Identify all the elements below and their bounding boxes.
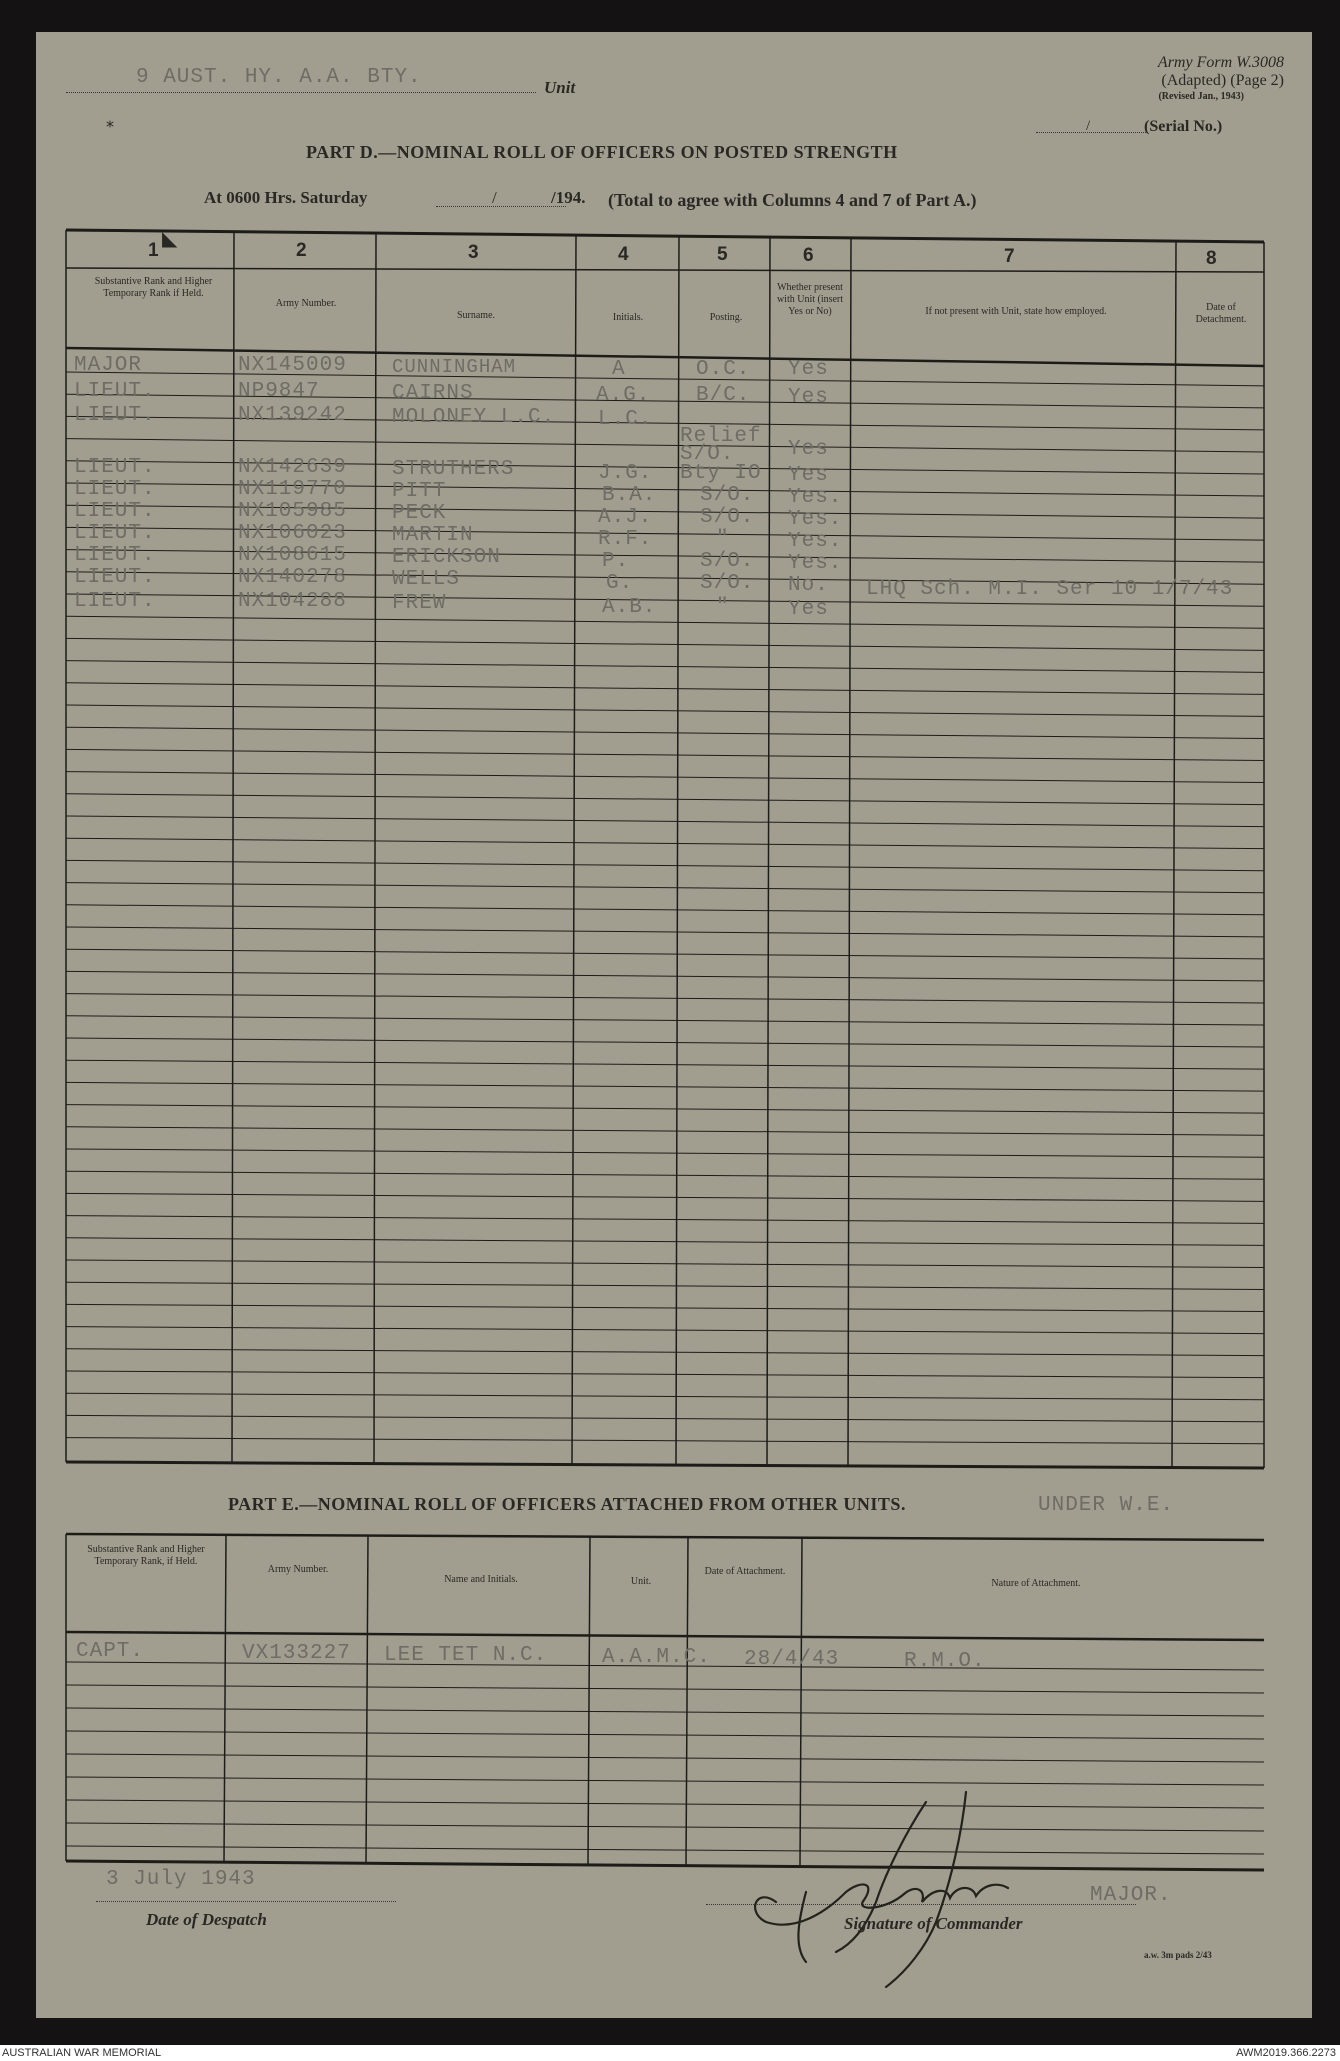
ruled-line [66,1685,1264,1693]
surname-cell: PECK [392,502,447,525]
rank-cell: LIEUT. [74,500,156,523]
rank-cell: LIEUT. [74,590,156,613]
ink-mark-icon: ◣ [162,228,178,250]
surname-cell: ERICKSON [392,546,501,569]
archive-footer-left: AUSTRALIAN WAR MEMORIAL [2,2047,162,2059]
army-number-cell: NX145009 [238,354,347,377]
archive-footer-right: AWM2019.366.2273 [1236,2047,1336,2059]
commander-rank-typed: MAJOR. [1090,1884,1172,1907]
posting-cell: S/O. [700,572,755,595]
part-d-col-header: Surname. [456,310,496,321]
ruled-line [66,1731,1264,1739]
army-number-cell: NP9847 [238,380,320,403]
ruled-line [66,1754,1264,1762]
part-d-title: PART D.—NOMINAL ROLL OF OFFICERS ON POSTED STRENGTH [306,142,898,162]
army-number-cell: NX140278 [238,566,347,589]
rank-cell: LIEUT. [74,522,156,545]
army-number-cell: NX105985 [238,500,347,523]
form-sheet [36,32,1312,2018]
initials-cell: R.F. [598,528,653,551]
initials-cell: A.G. [596,384,651,407]
rank-cell: LIEUT. [74,544,156,567]
rank-cell: LIEUT. [74,380,156,403]
initials-cell: P. [602,550,630,573]
initials-cell: J.G. [598,462,653,485]
rank-cell: LIEUT. [74,478,156,501]
archive-footer [0,2045,1340,2061]
posting-cell: Relief S/O. [680,425,762,466]
part-d-col-header: If not present with Unit, state how employed. [925,306,1107,317]
signature-label: Signature of Commander [844,1914,1023,1933]
army-number-cell: NX106023 [238,522,347,545]
form-id-line1: Army Form W.3008 [1157,54,1284,71]
army-number-cell: NX142639 [238,456,347,479]
form-id-line2: (Adapted) (Page 2) [1161,72,1284,89]
part-e-col-header: Date of Attachment. [704,1566,786,1577]
army-number-cell: NX104288 [238,590,347,613]
part-d-col-header: Posting. [709,312,743,323]
posting-cell: " [716,528,730,551]
initials-cell: L.C. [598,408,653,431]
print-code: a.w. 3m pads 2/43 [1144,1950,1212,1960]
form-id-line3: (Revised Jan., 1943) [1158,91,1244,102]
unit-label: Unit [544,78,576,97]
part-e-title: PART E.—NOMINAL ROLL OF OFFICERS ATTACHED FROM OTHER UNITS. [228,1494,906,1514]
serial-slash: / [1086,118,1091,134]
surname-cell: WELLS [392,568,461,591]
part-d-at-prefix: At 0600 Hrs. Saturday [204,188,368,207]
posting-cell: B/C. [696,384,751,407]
part-d-col-number: 1 [148,240,159,261]
part-d-col-number: 4 [618,244,629,265]
rank-cell: LIEUT. [74,566,156,589]
posting-cell: S/O. [700,506,755,529]
part-d-col-number: 5 [717,244,728,265]
surname-cell: CAIRNS [392,382,474,405]
posting-cell: S/O. [700,484,755,507]
part-d-at-slash: / [492,188,497,207]
present-cell: Yes. [788,486,843,509]
part-e-grid [36,32,1312,2018]
part-e-col-header: Name and Initials. [444,1574,518,1585]
despatch-label: Date of Despatch [146,1910,267,1929]
part-e-army-number-cell: VX133227 [242,1642,351,1665]
posting-cell: " [716,596,730,619]
unit-value: 9 AUST. HY. A.A. BTY. [136,66,422,89]
part-e-name-cell: LEE TET N.C. [384,1644,548,1667]
despatch-date-value: 3 July 1943 [106,1868,256,1891]
part-e-col-header: Army Number. [267,1564,329,1575]
surname-cell: MARTIN [392,524,474,547]
rank-cell: MAJOR [74,354,143,377]
surname-cell: FREW [392,592,447,615]
despatch-dotline [96,1901,396,1902]
army-number-cell: NX108615 [238,544,347,567]
surname-cell: STRUTHERS [392,458,515,481]
ruled-line [66,1708,1264,1716]
part-e-col-header: Substantive Rank and Higher Temporary Rank, if Held. [87,1544,205,1567]
part-e-rank-cell: CAPT. [76,1640,145,1663]
part-d-col-number: 2 [296,240,307,261]
surname-cell: MOLONEY L.C. [392,406,556,429]
part-d-col-number: 8 [1206,248,1217,269]
serial-label: (Serial No.) [1144,118,1223,135]
present-cell: Yes [788,358,829,381]
present-cell: Yes [788,464,829,487]
present-cell: Yes [788,438,829,461]
part-e-col-header: Unit. [630,1576,652,1587]
present-cell: Yes [788,386,829,409]
rank-cell: LIEUT. [74,456,156,479]
rank-cell: LIEUT. [74,404,156,427]
part-d-col-header: Date of Detachment. [1195,302,1247,325]
part-e-title-typed: UNDER W.E. [1038,1494,1175,1517]
present-cell: Yes [788,598,829,621]
part-d-col-number: 3 [468,242,479,263]
part-d-col-number: 6 [803,245,814,266]
employed-cell: LHQ Sch. M.I. Ser 10 1/7/43 [866,578,1234,601]
army-number-cell: NX139242 [238,404,347,427]
initials-cell: A.J. [598,506,653,529]
part-d-col-header: Army Number. [275,298,337,309]
initials-cell: B.A. [602,484,657,507]
part-d-at-note: (Total to agree with Columns 4 and 7 of Part A.) [608,190,977,210]
posting-cell: Bty IO [680,462,762,485]
mark-icon: ⁎ [106,114,114,131]
part-e-date-cell: 28/4/43 [744,1648,840,1671]
posting-cell: O.C. [696,358,751,381]
part-d-col-number: 7 [1004,246,1015,267]
posting-cell: S/O. [700,550,755,573]
present-cell: Yes. [788,508,843,531]
surname-cell: CUNNINGHAM [392,356,517,378]
part-e-nature-cell: R.M.O. [904,1650,986,1673]
part-d-col-header: Substantive Rank and Higher Temporary Rank if Held. [94,276,213,299]
present-cell: Yes. [788,530,843,553]
commander-signature [736,1772,1096,2002]
present-cell: No. [788,574,829,597]
initials-cell: A [612,358,626,381]
present-cell: Yes. [788,552,843,575]
part-d-at-year: /194. [551,188,586,207]
part-e-unit-cell: A.A.M.C. [602,1646,711,1669]
initials-cell: G. [606,572,634,595]
part-d-col-header: Initials. [612,312,644,323]
initials-cell: A.B. [602,596,657,619]
army-number-cell: NX119770 [238,478,347,501]
part-d-col-header: Whether present with Unit (insert Yes or No) [776,282,844,317]
surname-cell: PITT [392,480,447,503]
part-e-col-header: Nature of Attachment. [991,1578,1081,1589]
